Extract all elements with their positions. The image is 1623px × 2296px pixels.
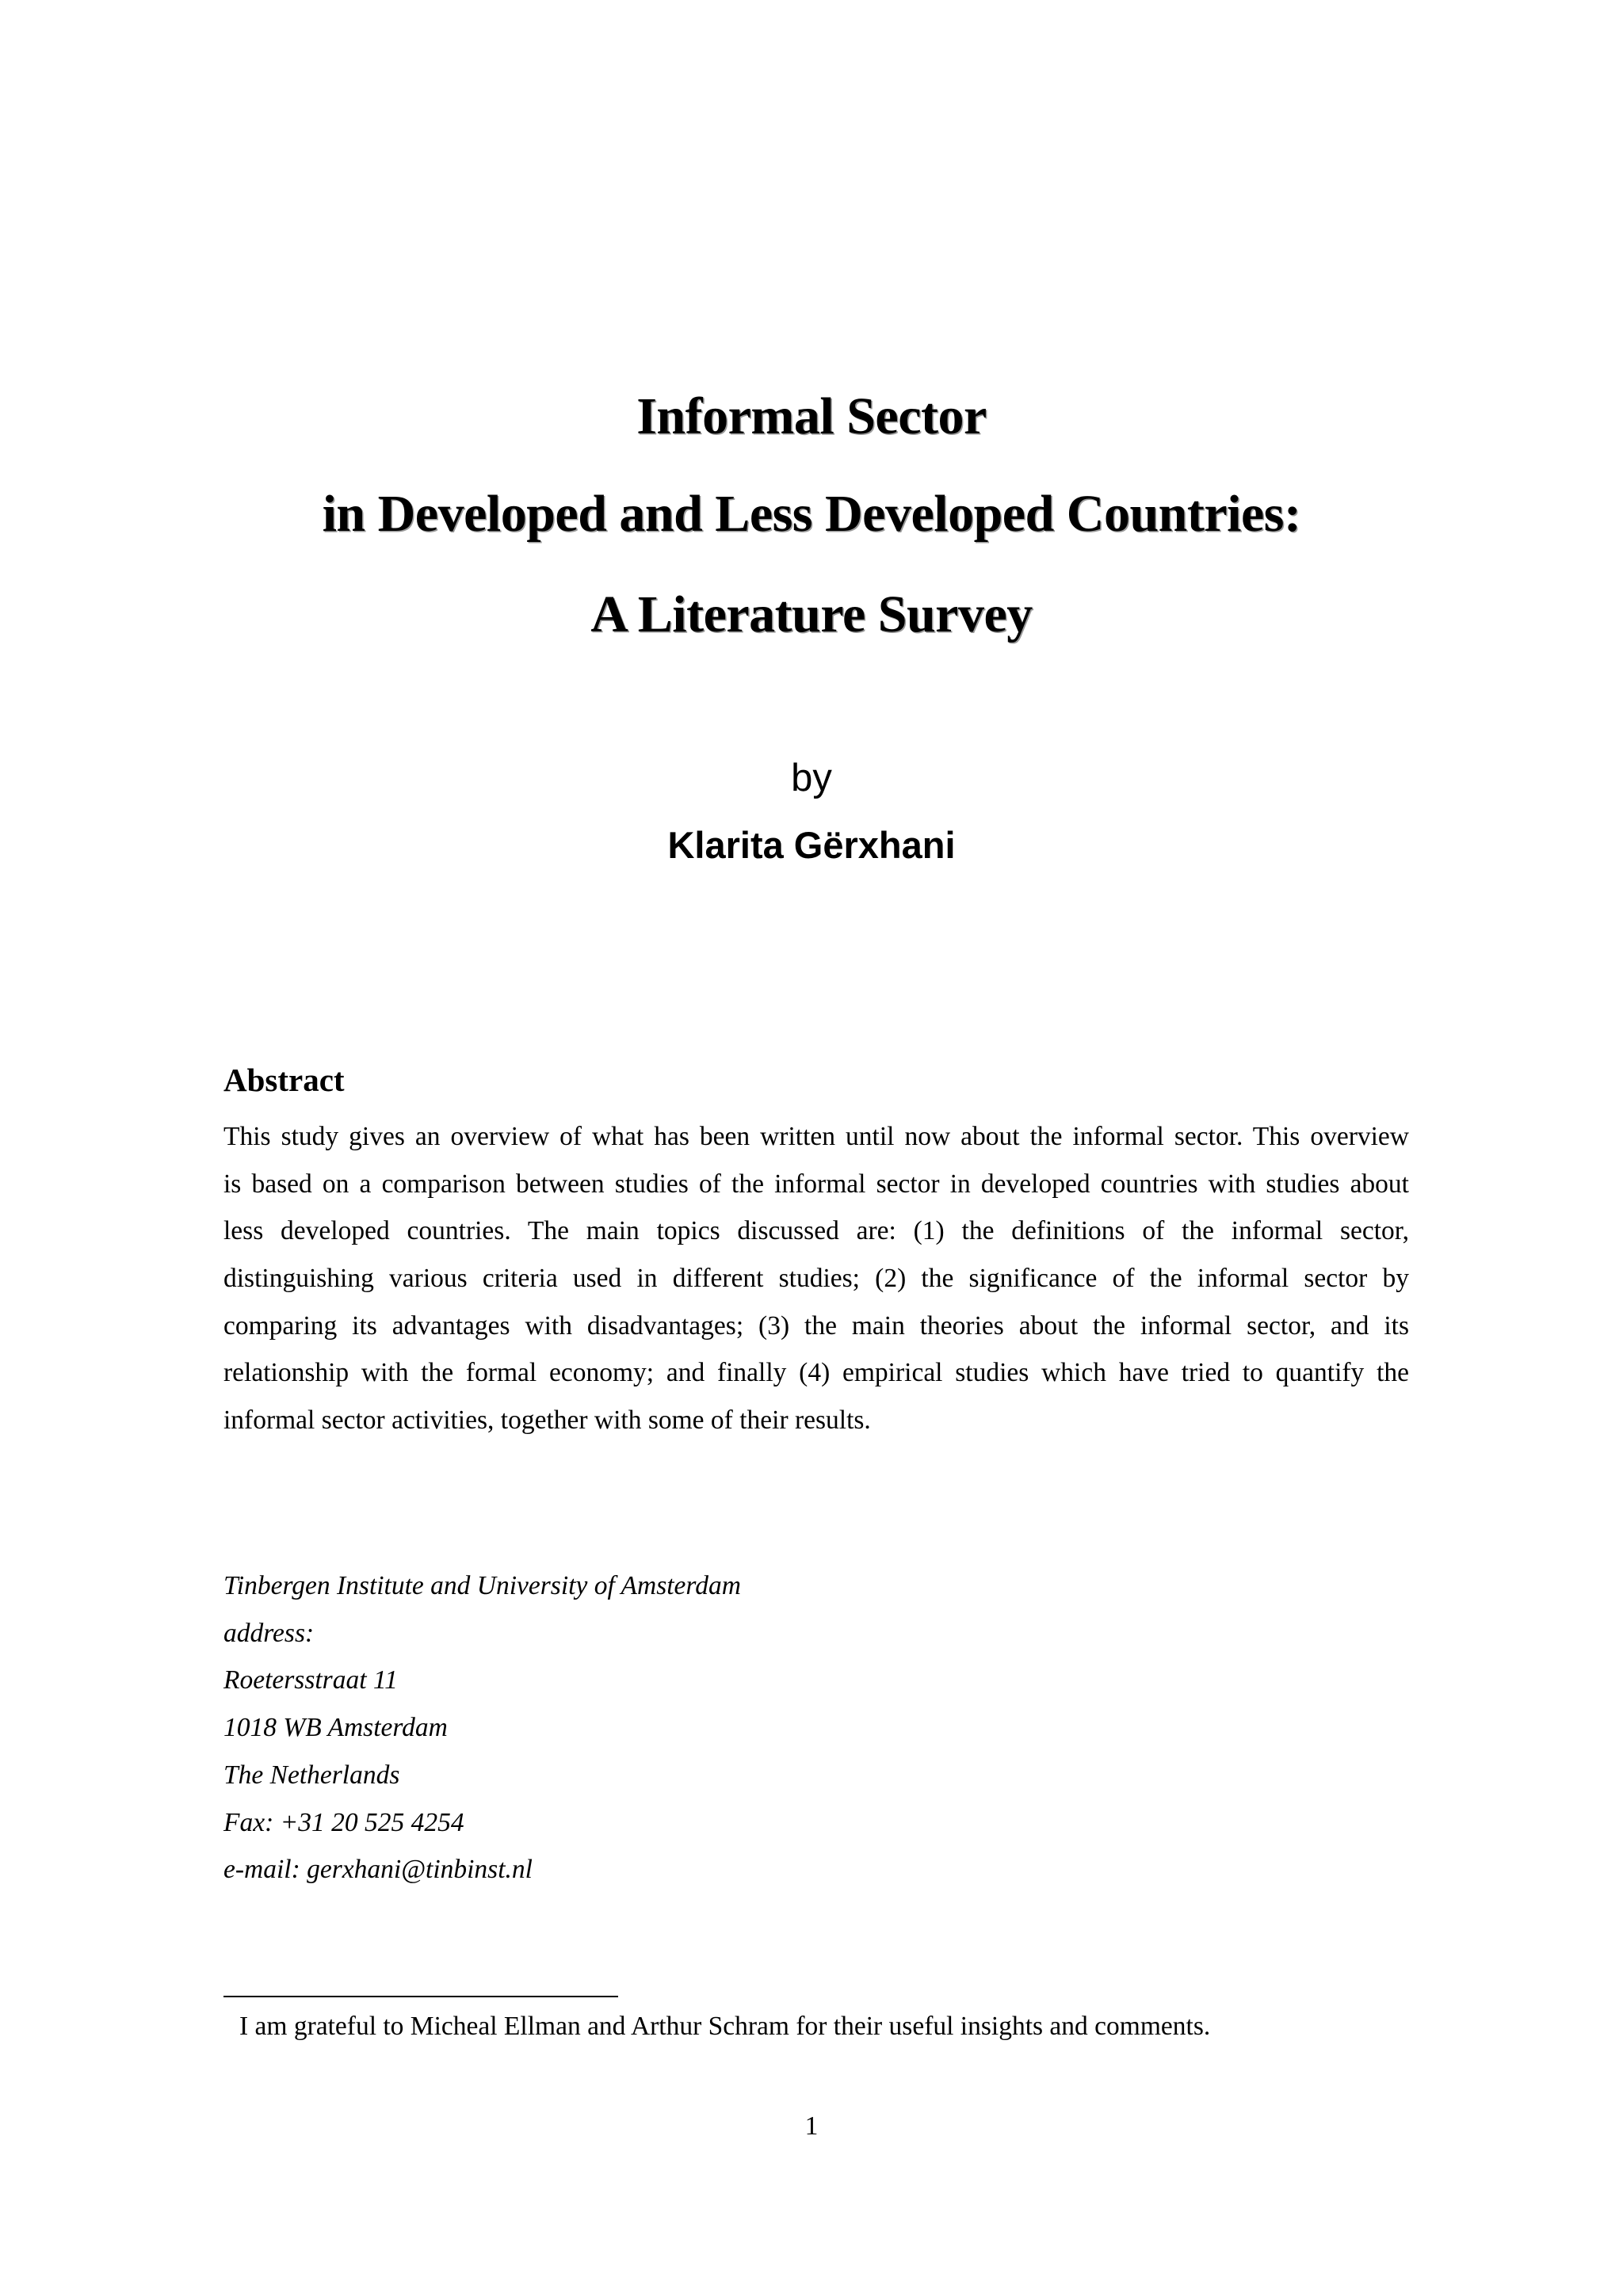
- affiliation-country: The Netherlands: [223, 1760, 400, 1790]
- abstract-body: [223, 1113, 1409, 1444]
- page-number: 1: [804, 2111, 819, 2141]
- affiliation-fax: Fax: +31 20 525 4254: [223, 1807, 464, 1837]
- abstract-line: This study gives an overview of what has been written until now about the informal sector. This overview: [223, 1122, 1409, 1151]
- abstract-line: less developed countries. The main topics discussed are: (1) the definitions of the informal sector,: [223, 1216, 1409, 1246]
- title-line-3: A Literature Survey: [590, 585, 1033, 643]
- abstract-line: relationship with the formal economy; and finally (4) empirical studies which have tried to quantify the: [223, 1358, 1409, 1388]
- affiliation-block: [223, 1562, 741, 1894]
- title-line-1: Informal Sector: [636, 387, 987, 445]
- by-label: by: [791, 757, 832, 799]
- abstract-heading: Abstract: [223, 1062, 345, 1098]
- title-line-2: in Developed and Less Developed Countries:: [322, 485, 1301, 543]
- affiliation-email: e-mail: gerxhani@tinbinst.nl: [223, 1855, 533, 1885]
- footnote-text: I am grateful to Micheal Ellman and Arthur Schram for their useful insights and comments.: [239, 2012, 1211, 2041]
- abstract-line: is based on a comparison between studies of the informal sector in developed countries with studies about: [223, 1169, 1409, 1199]
- abstract-line: distinguishing various criteria used in different studies; (2) the significance of the informal sector by: [223, 1264, 1409, 1294]
- footnote-divider: [223, 1996, 618, 1997]
- affiliation-city: 1018 WB Amsterdam: [223, 1713, 448, 1743]
- affiliation-institute: Tinbergen Institute and University of Amsterdam: [223, 1571, 741, 1600]
- affiliation-street: Roetersstraat 11: [223, 1665, 398, 1695]
- affiliation-address-label: address:: [223, 1618, 315, 1648]
- author-name: Klarita Gërxhani: [667, 824, 956, 866]
- abstract-line: comparing its advantages with disadvantages; (3) the main theories about the informal sector, and its: [223, 1310, 1409, 1341]
- abstract-line: informal sector activities, together with some of their results.: [223, 1405, 871, 1436]
